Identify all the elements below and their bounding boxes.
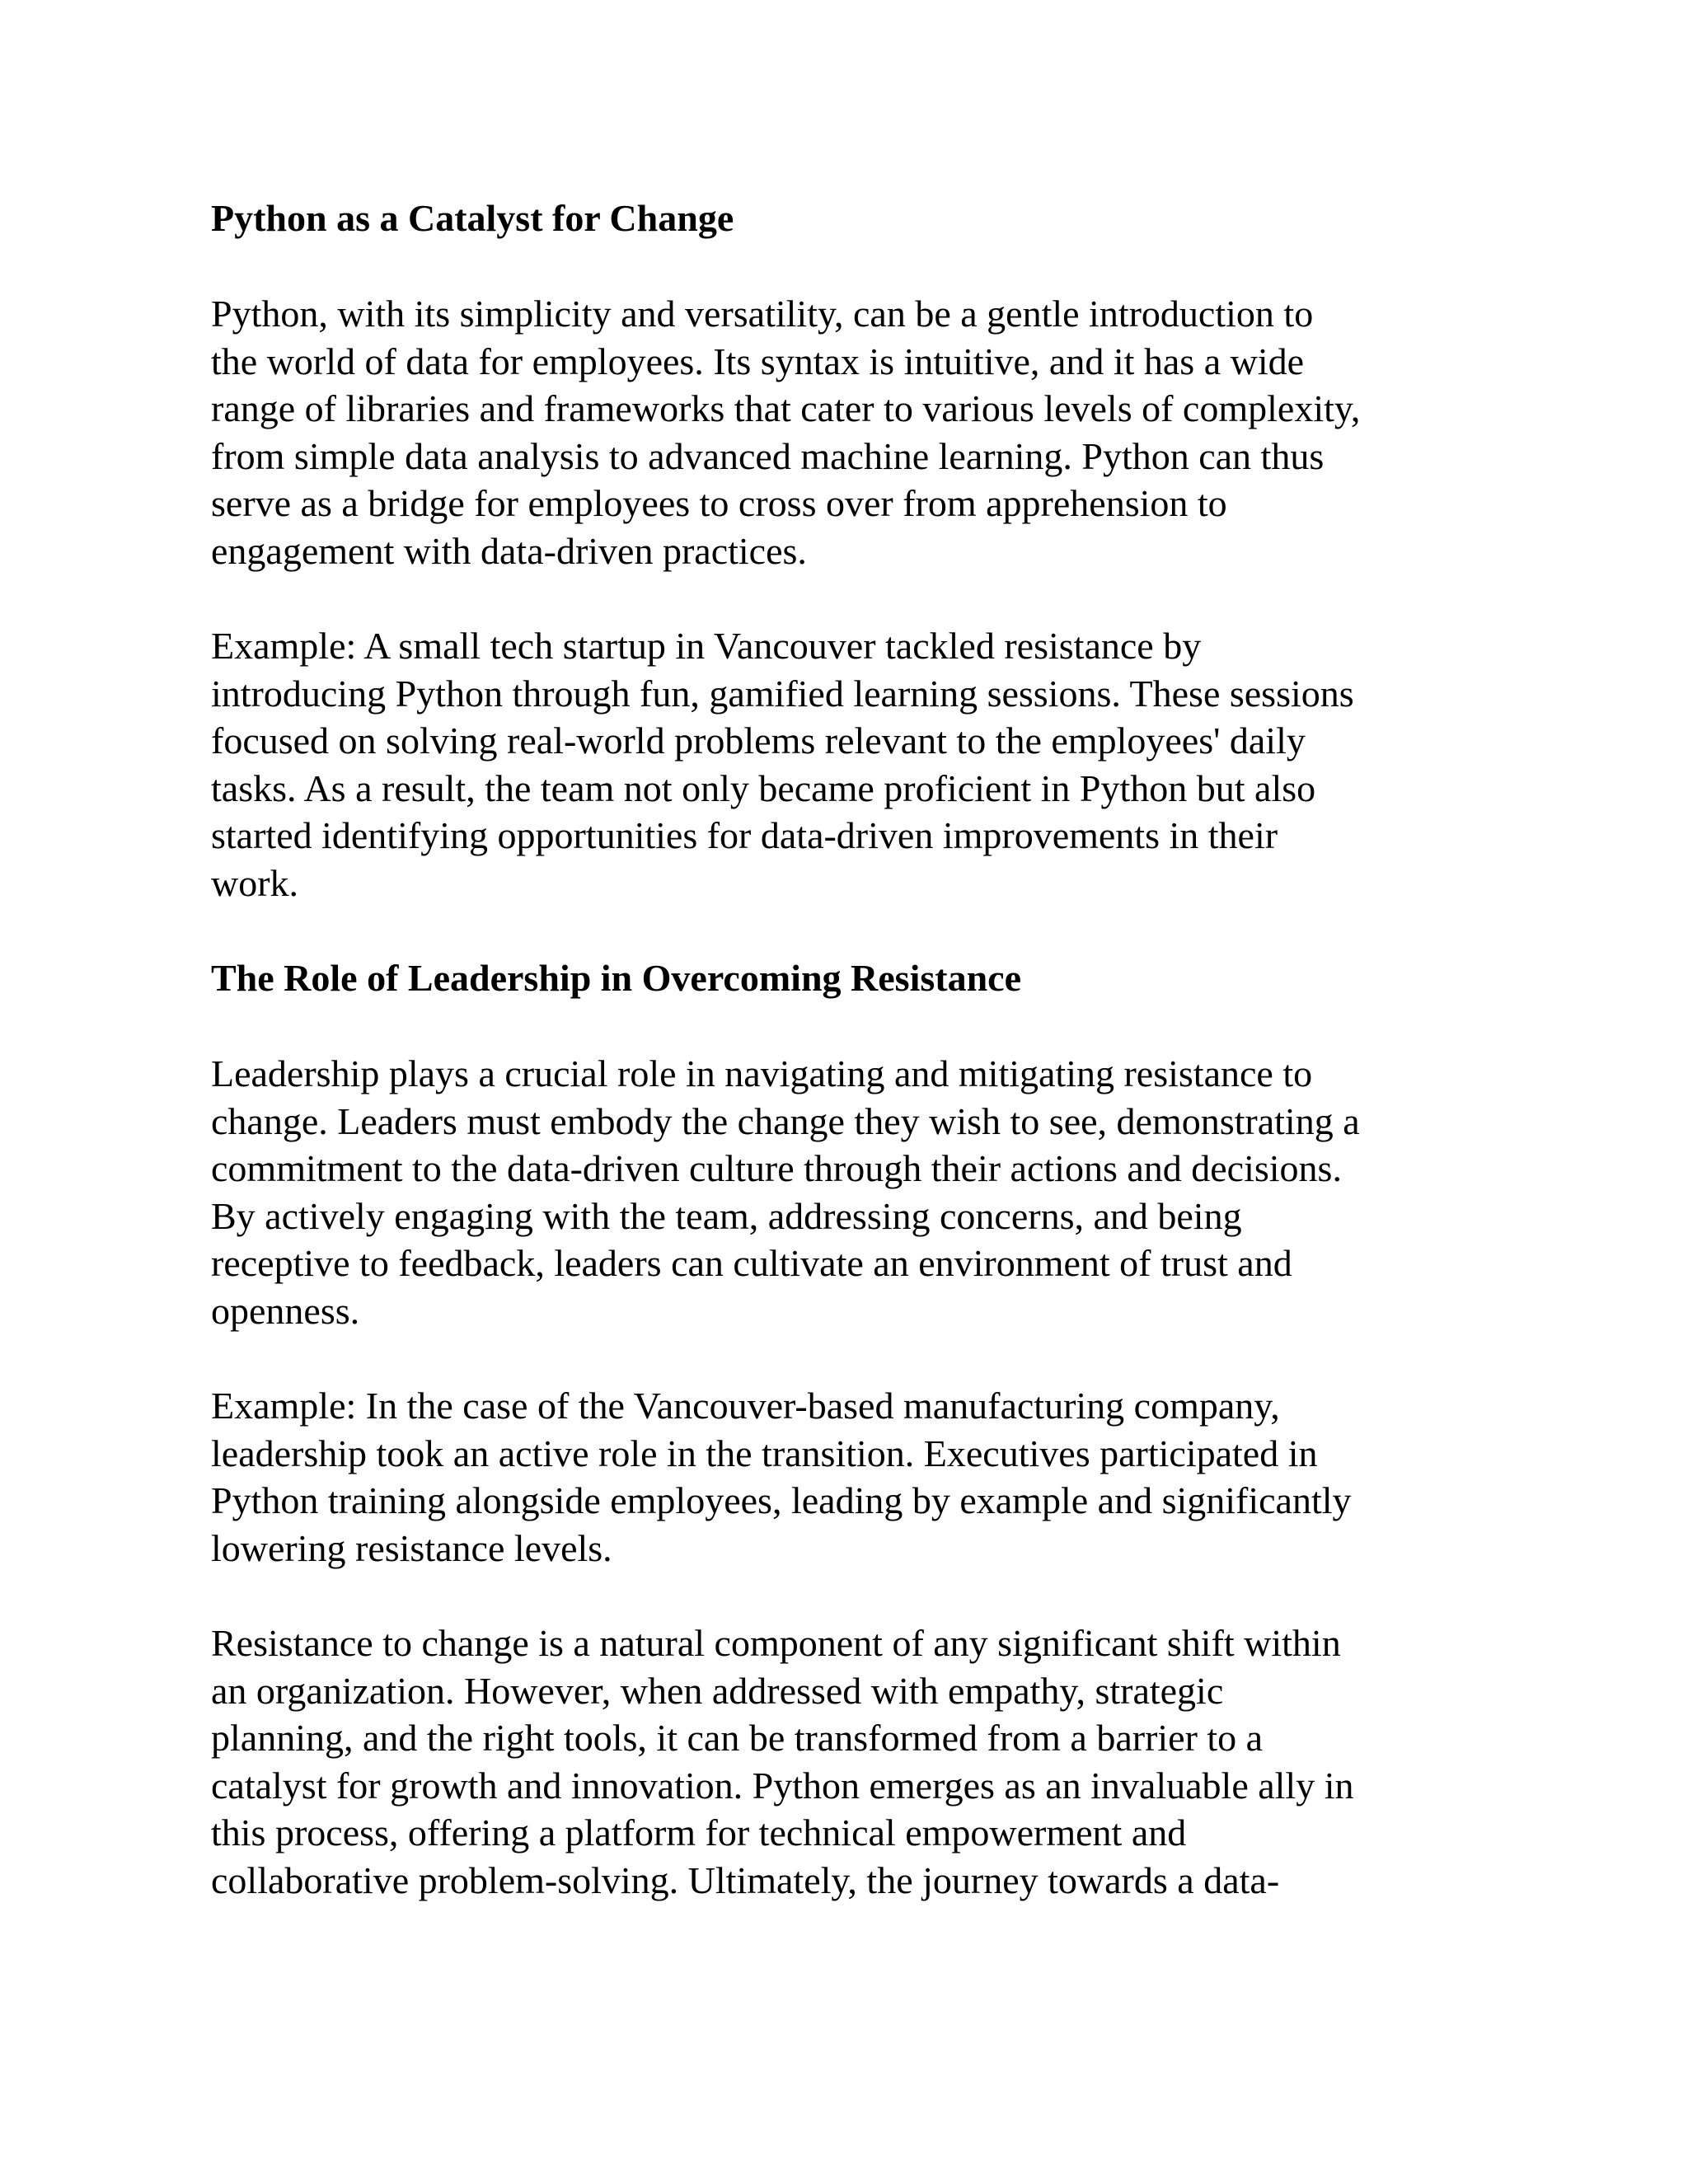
text-line: By actively engaging with the team, addressing concerns, and being	[211, 1194, 1242, 1237]
spacer	[211, 1572, 1480, 1619]
text-line: Python training alongside employees, leading by example and significantly	[211, 1479, 1352, 1521]
paragraph-leadership-role	[211, 1050, 1480, 1334]
spacer	[211, 1002, 1480, 1050]
spacer	[211, 242, 1480, 290]
text-line: Example: A small tech startup in Vancouver tackled resistance by	[211, 625, 1202, 667]
text-line: catalyst for growth and innovation. Python emerges as an invaluable ally in	[211, 1764, 1354, 1807]
paragraph-manufacturing-example	[211, 1382, 1480, 1572]
text-line: collaborative problem-solving. Ultimately, the journey towards a data-	[211, 1858, 1280, 1901]
paragraph-conclusion	[211, 1619, 1480, 1904]
text-line: started identifying opportunities for data-driven improvements in their	[211, 814, 1278, 856]
text-line: receptive to feedback, leaders can cultivate an environment of trust and	[211, 1242, 1292, 1284]
text-line: Leadership plays a crucial role in navigating and mitigating resistance to	[211, 1052, 1313, 1094]
section-heading-leadership: The Role of Leadership in Overcoming Resistance	[211, 957, 1021, 999]
section-heading-python-catalyst: Python as a Catalyst for Change	[211, 197, 734, 239]
document-body	[211, 194, 1480, 1904]
text-line: commitment to the data-driven culture through their actions and decisions.	[211, 1147, 1342, 1189]
text-line: openness.	[211, 1289, 360, 1332]
text-line: lowering resistance levels.	[211, 1526, 612, 1569]
text-line: the world of data for employees. Its syntax is intuitive, and it has a wide	[211, 340, 1305, 382]
text-line: serve as a bridge for employees to cross over from apprehension to	[211, 482, 1227, 524]
text-line: this process, offering a platform for technical empowerment and	[211, 1811, 1187, 1854]
text-line: an organization. However, when addressed with empathy, strategic	[211, 1669, 1224, 1712]
text-line: focused on solving real-world problems relevant to the employees' daily	[211, 719, 1306, 762]
text-line: leadership took an active role in the transition. Executives participated in	[211, 1432, 1318, 1474]
spacer	[211, 574, 1480, 622]
paragraph-startup-example	[211, 622, 1480, 907]
text-line: change. Leaders must embody the change they wish to see, demonstrating a	[211, 1099, 1360, 1142]
text-line: planning, and the right tools, it can be transformed from a barrier to a	[211, 1717, 1264, 1759]
text-line: tasks. As a result, the team not only became proficient in Python but also	[211, 766, 1316, 809]
text-line: work.	[211, 861, 299, 904]
text-line: engagement with data-driven practices.	[211, 529, 807, 572]
paragraph-python-intro	[211, 290, 1480, 574]
text-line: introducing Python through fun, gamified learning sessions. These sessions	[211, 672, 1354, 715]
spacer	[211, 1334, 1480, 1382]
text-line: Resistance to change is a natural component of any significant shift within	[211, 1622, 1341, 1664]
text-line: Python, with its simplicity and versatility, can be a gentle introduction to	[211, 293, 1314, 335]
text-line: from simple data analysis to advanced machine learning. Python can thus	[211, 434, 1325, 477]
spacer	[211, 907, 1480, 954]
text-line: Example: In the case of the Vancouver-based manufacturing company,	[211, 1385, 1280, 1427]
text-line: range of libraries and frameworks that cater to various levels of complexity,	[211, 387, 1361, 429]
